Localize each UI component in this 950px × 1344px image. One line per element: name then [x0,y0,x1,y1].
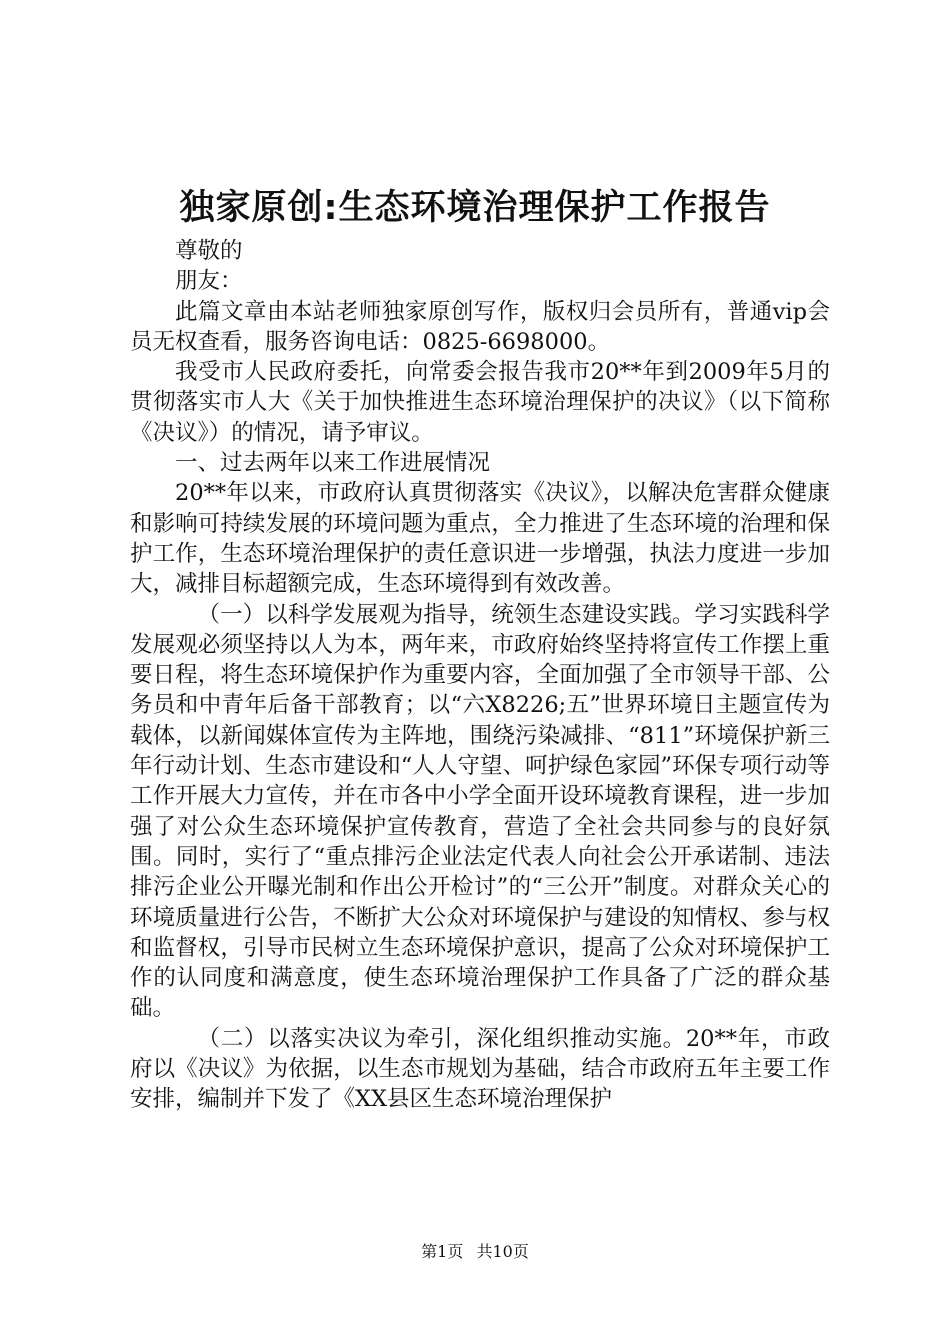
salutation-line-1: 尊敬的 [175,238,243,264]
paragraph-overview: 20**年以来，市政府认真贯彻落实《决议》，以解决危害群众健康和影响可持续发展的环境问题为重点，全力推进了生态环境的治理和保护工作，生态环境治理保护的责任意识进一步增强，执法力度进一步加大，减排目标超额完成，生态环境得到有效改善。 [130,480,830,598]
paragraph-subsection-1: （一）以科学发展观为指导，统领生态建设实践。学习实践科学发展观必须坚持以人为本，两年来，市政府始终坚持将宣传工作摆上重要日程，将生态环境保护作为重要内容，全面加强了全市领导干部、公务员和中青年后备干部教育；以“六X8226;五”世界环境日主题宣传为载体，以新闻媒体宣传为主阵地，围绕污染减排、“811”环境保护新三年行动计划、生态市建设和“人人守望、呵护绿色家园”环保专项行动等工作开展大力宣传，并在市各中小学全面开设环境教育课程，进一步加强了对公众生态环境保护宣传教育，营造了全社会共同参与的良好氛围。同时，实行了“重点排污企业法定代表人向社会公开承诺制、违法排污企业公开曝光制和作出公开检讨”的“三公开”制度。对群众关心的环境质量进行公告，不断扩大公众对环境保护与建设的知情权、参与权和监督权，引导市民树立生态环境保护意识，提高了公众对环境保护工作的认同度和满意度，使生态环境治理保护工作具备了广泛的群众基础。 [130,601,830,1022]
page-number-current: 第1页 [421,1242,464,1261]
section-heading-1: 一、过去两年以来工作进展情况 [175,450,491,477]
page-number-total: 共10页 [476,1242,529,1261]
document-body [130,236,830,1115]
page-footer [0,1240,950,1264]
paragraph-copyright-notice: 此篇文章由本站老师独家原创写作，版权归会员所有，普通vip会员无权查看，服务咨询电话：0825-6698000。 [130,298,830,355]
document-title: 独家原创:生态环境治理保护工作报告 [179,188,771,228]
paragraph-subsection-2: （二）以落实决议为牵引，深化组织推动实施。20**年，市政府以《决议》为依据，以生态市规划为基础，结合市政府五年主要工作安排，编制并下发了《XX县区生态环境治理保护 [130,1025,830,1113]
salutation-line-2: 朋友： [175,268,243,295]
paragraph-introduction: 我受市人民政府委托，向常委会报告我市20**年到2009年5月的贯彻落实市人大《关于加快推进生态环境治理保护的决议》（以下简称《决议》）的情况，请予审议。 [130,359,830,446]
